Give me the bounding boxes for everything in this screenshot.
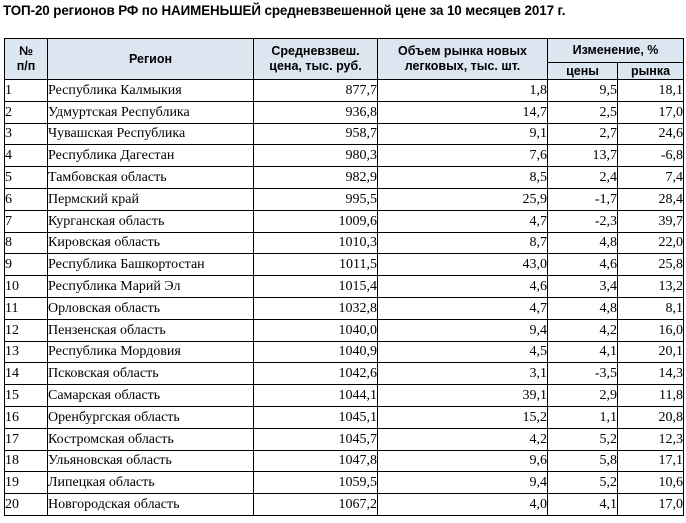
cell-change-price: 4,2 bbox=[548, 319, 618, 341]
col-header-num bbox=[5, 39, 48, 80]
cell-change-market: 12,3 bbox=[618, 428, 684, 450]
cell-region: Тамбовская область bbox=[48, 167, 254, 189]
cell-change-price: 4,1 bbox=[548, 341, 618, 363]
cell-change-market: 20,8 bbox=[618, 406, 684, 428]
cell-price: 1045,7 bbox=[254, 428, 378, 450]
cell-region: Республика Мордовия bbox=[48, 341, 254, 363]
table-row bbox=[5, 319, 684, 341]
cell-price: 982,9 bbox=[254, 167, 378, 189]
col-header-num-line2: п/п bbox=[16, 59, 36, 73]
cell-change-market: 10,6 bbox=[618, 472, 684, 494]
cell-price: 958,7 bbox=[254, 123, 378, 145]
cell-volume: 4,7 bbox=[378, 210, 548, 232]
cell-change-price: 5,2 bbox=[548, 428, 618, 450]
cell-volume: 4,5 bbox=[378, 341, 548, 363]
cell-change-price: 2,9 bbox=[548, 385, 618, 407]
cell-num: 3 bbox=[5, 123, 48, 145]
cell-num: 19 bbox=[5, 472, 48, 494]
col-header-price bbox=[254, 39, 378, 80]
cell-change-price: -2,3 bbox=[548, 210, 618, 232]
cell-change-price: 4,8 bbox=[548, 297, 618, 319]
cell-change-price: 5,2 bbox=[548, 472, 618, 494]
table-header bbox=[5, 39, 684, 80]
cell-change-market: 8,1 bbox=[618, 297, 684, 319]
cell-price: 1040,0 bbox=[254, 319, 378, 341]
cell-change-price: 2,5 bbox=[548, 101, 618, 123]
cell-change-market: 24,6 bbox=[618, 123, 684, 145]
cell-change-price: 13,7 bbox=[548, 145, 618, 167]
cell-volume: 3,1 bbox=[378, 363, 548, 385]
table-row bbox=[5, 450, 684, 472]
table-body bbox=[5, 80, 684, 516]
cell-change-market: 16,0 bbox=[618, 319, 684, 341]
cell-num: 9 bbox=[5, 254, 48, 276]
cell-volume: 9,4 bbox=[378, 319, 548, 341]
cell-region: Пермский край bbox=[48, 188, 254, 210]
cell-region: Липецкая область bbox=[48, 472, 254, 494]
col-header-num-line1: № bbox=[19, 44, 33, 58]
cell-price: 1009,6 bbox=[254, 210, 378, 232]
cell-num: 13 bbox=[5, 341, 48, 363]
cell-change-market: 22,0 bbox=[618, 232, 684, 254]
table-row bbox=[5, 80, 684, 102]
cell-region: Псковская область bbox=[48, 363, 254, 385]
cell-change-price: 4,8 bbox=[548, 232, 618, 254]
cell-num: 8 bbox=[5, 232, 48, 254]
cell-change-market: 17,0 bbox=[618, 101, 684, 123]
table-row bbox=[5, 101, 684, 123]
cell-region: Республика Калмыкия bbox=[48, 80, 254, 102]
cell-price: 877,7 bbox=[254, 80, 378, 102]
cell-region: Ульяновская область bbox=[48, 450, 254, 472]
cell-change-price: 1,1 bbox=[548, 406, 618, 428]
cell-change-price: 2,7 bbox=[548, 123, 618, 145]
cell-volume: 4,7 bbox=[378, 297, 548, 319]
table-row bbox=[5, 167, 684, 189]
cell-region: Пензенская область bbox=[48, 319, 254, 341]
table-row bbox=[5, 494, 684, 516]
cell-change-market: 25,8 bbox=[618, 254, 684, 276]
cell-volume: 9,1 bbox=[378, 123, 548, 145]
cell-volume: 4,0 bbox=[378, 494, 548, 516]
cell-price: 980,3 bbox=[254, 145, 378, 167]
cell-change-price: 2,4 bbox=[548, 167, 618, 189]
col-header-volume-line2: легковых, тыс. шт. bbox=[404, 59, 521, 73]
cell-price: 1059,5 bbox=[254, 472, 378, 494]
cell-change-market: -6,8 bbox=[618, 145, 684, 167]
cell-volume: 9,4 bbox=[378, 472, 548, 494]
cell-change-market: 14,3 bbox=[618, 363, 684, 385]
cell-region: Республика Башкортостан bbox=[48, 254, 254, 276]
col-header-change-price: цены bbox=[548, 63, 618, 80]
table-row bbox=[5, 188, 684, 210]
cell-num: 5 bbox=[5, 167, 48, 189]
cell-region: Курганская область bbox=[48, 210, 254, 232]
cell-volume: 4,6 bbox=[378, 276, 548, 298]
table-row bbox=[5, 254, 684, 276]
table-row bbox=[5, 472, 684, 494]
cell-region: Самарская область bbox=[48, 385, 254, 407]
cell-num: 4 bbox=[5, 145, 48, 167]
cell-region: Оренбургская область bbox=[48, 406, 254, 428]
table-row bbox=[5, 276, 684, 298]
table-row bbox=[5, 232, 684, 254]
cell-change-market: 13,2 bbox=[618, 276, 684, 298]
cell-change-market: 39,7 bbox=[618, 210, 684, 232]
cell-price: 1015,4 bbox=[254, 276, 378, 298]
cell-price: 1040,9 bbox=[254, 341, 378, 363]
cell-volume: 1,8 bbox=[378, 80, 548, 102]
cell-region: Республика Марий Эл bbox=[48, 276, 254, 298]
cell-num: 14 bbox=[5, 363, 48, 385]
cell-change-market: 28,4 bbox=[618, 188, 684, 210]
cell-volume: 4,2 bbox=[378, 428, 548, 450]
table-row bbox=[5, 406, 684, 428]
cell-region: Удмуртская Республика bbox=[48, 101, 254, 123]
cell-price: 1045,1 bbox=[254, 406, 378, 428]
cell-change-market: 11,8 bbox=[618, 385, 684, 407]
cell-num: 20 bbox=[5, 494, 48, 516]
table-row bbox=[5, 341, 684, 363]
col-header-price-line1: Средневзвеш. bbox=[271, 44, 360, 58]
cell-volume: 8,7 bbox=[378, 232, 548, 254]
cell-region: Республика Дагестан bbox=[48, 145, 254, 167]
table-row bbox=[5, 385, 684, 407]
cell-region: Орловская область bbox=[48, 297, 254, 319]
cell-price: 1047,8 bbox=[254, 450, 378, 472]
cell-num: 17 bbox=[5, 428, 48, 450]
cell-price: 1011,5 bbox=[254, 254, 378, 276]
cell-num: 15 bbox=[5, 385, 48, 407]
cell-volume: 14,7 bbox=[378, 101, 548, 123]
cell-price: 1042,6 bbox=[254, 363, 378, 385]
cell-volume: 15,2 bbox=[378, 406, 548, 428]
cell-price: 1010,3 bbox=[254, 232, 378, 254]
col-header-change-market: рынка bbox=[618, 63, 684, 80]
cell-change-market: 7,4 bbox=[618, 167, 684, 189]
cell-change-price: 5,8 bbox=[548, 450, 618, 472]
cell-change-price: 9,5 bbox=[548, 80, 618, 102]
table-row bbox=[5, 123, 684, 145]
col-header-change: Изменение, % bbox=[548, 39, 684, 63]
cell-region: Новгородская область bbox=[48, 494, 254, 516]
col-header-region: Регион bbox=[48, 39, 254, 80]
cell-volume: 39,1 bbox=[378, 385, 548, 407]
cell-change-market: 20,1 bbox=[618, 341, 684, 363]
cell-region: Чувашская Республика bbox=[48, 123, 254, 145]
table-row bbox=[5, 145, 684, 167]
table-row bbox=[5, 428, 684, 450]
cell-num: 10 bbox=[5, 276, 48, 298]
col-header-price-line2: цена, тыс. руб. bbox=[269, 59, 362, 73]
cell-num: 11 bbox=[5, 297, 48, 319]
cell-num: 2 bbox=[5, 101, 48, 123]
cell-price: 995,5 bbox=[254, 188, 378, 210]
cell-change-price: 4,6 bbox=[548, 254, 618, 276]
cell-num: 18 bbox=[5, 450, 48, 472]
cell-num: 16 bbox=[5, 406, 48, 428]
cell-region: Костромская область bbox=[48, 428, 254, 450]
cell-num: 12 bbox=[5, 319, 48, 341]
cell-change-market: 18,1 bbox=[618, 80, 684, 102]
cell-num: 1 bbox=[5, 80, 48, 102]
cell-volume: 9,6 bbox=[378, 450, 548, 472]
cell-volume: 25,9 bbox=[378, 188, 548, 210]
cell-change-market: 17,1 bbox=[618, 450, 684, 472]
col-header-volume bbox=[378, 39, 548, 80]
cell-volume: 43,0 bbox=[378, 254, 548, 276]
cell-num: 7 bbox=[5, 210, 48, 232]
ranking-table bbox=[4, 38, 684, 516]
cell-price: 1044,1 bbox=[254, 385, 378, 407]
cell-price: 936,8 bbox=[254, 101, 378, 123]
cell-change-price: 3,4 bbox=[548, 276, 618, 298]
cell-change-price: -3,5 bbox=[548, 363, 618, 385]
cell-change-price: 4,1 bbox=[548, 494, 618, 516]
cell-num: 6 bbox=[5, 188, 48, 210]
table-row bbox=[5, 363, 684, 385]
cell-change-market: 17,0 bbox=[618, 494, 684, 516]
cell-region: Кировская область bbox=[48, 232, 254, 254]
cell-volume: 7,6 bbox=[378, 145, 548, 167]
table-row bbox=[5, 210, 684, 232]
col-header-volume-line1: Объем рынка новых bbox=[398, 44, 527, 58]
table-row bbox=[5, 297, 684, 319]
cell-change-price: -1,7 bbox=[548, 188, 618, 210]
cell-volume: 8,5 bbox=[378, 167, 548, 189]
cell-price: 1067,2 bbox=[254, 494, 378, 516]
cell-price: 1032,8 bbox=[254, 297, 378, 319]
page-title: ТОП-20 регионов РФ по НАИМЕНЬШЕЙ средневзвешенной цене за 10 месяцев 2017 г. bbox=[3, 3, 566, 18]
